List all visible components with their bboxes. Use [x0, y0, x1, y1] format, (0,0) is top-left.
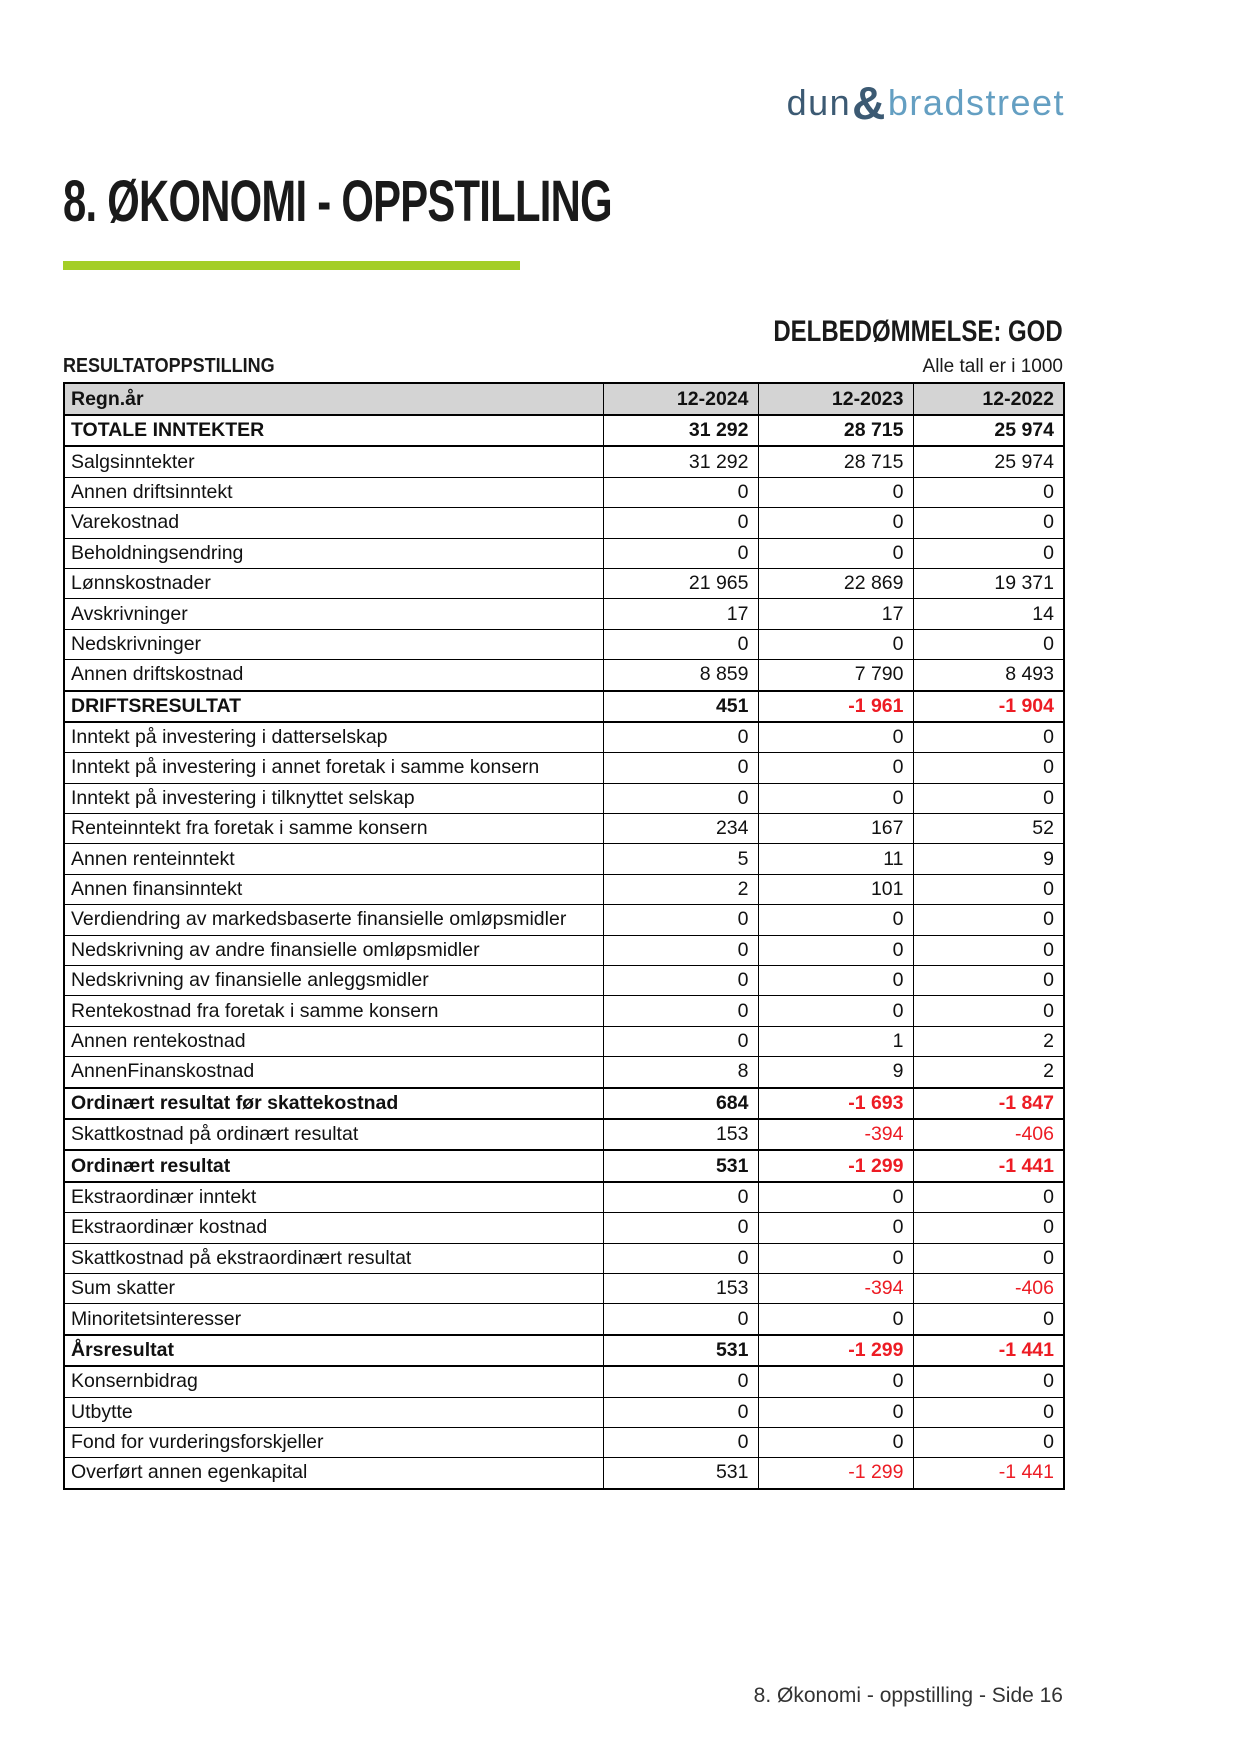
- value-cell: 0: [913, 1397, 1064, 1427]
- value-cell: 0: [913, 1243, 1064, 1273]
- table-row: [64, 1458, 1064, 1489]
- value-cell: 0: [758, 1182, 913, 1213]
- table-row: [64, 783, 1064, 813]
- value-cell: 0: [913, 1427, 1064, 1457]
- value-cell: 25 974: [913, 415, 1064, 446]
- table-row: [64, 660, 1064, 691]
- value-cell: 101: [758, 874, 913, 904]
- value-cell: 0: [603, 1182, 758, 1213]
- value-cell: 0: [913, 753, 1064, 783]
- value-cell: 0: [758, 1213, 913, 1243]
- table-row: [64, 814, 1064, 844]
- value-cell: -1 847: [913, 1088, 1064, 1119]
- page-footer: 8. Økonomi - oppstilling - Side 16: [753, 1684, 1063, 1707]
- value-cell: 0: [913, 966, 1064, 996]
- table-row: [64, 966, 1064, 996]
- value-cell: 0: [913, 1213, 1064, 1243]
- row-label: Sum skatter: [64, 1273, 603, 1303]
- value-cell: 0: [913, 1366, 1064, 1397]
- value-cell: 9: [913, 844, 1064, 874]
- value-cell: 234: [603, 814, 758, 844]
- value-cell: 0: [913, 1182, 1064, 1213]
- value-cell: 2: [913, 1026, 1064, 1056]
- table-row: [64, 508, 1064, 538]
- units-note: Alle tall er i 1000: [922, 356, 1063, 377]
- table-row: [64, 1088, 1064, 1119]
- value-cell: -1 441: [913, 1335, 1064, 1366]
- table-row: [64, 568, 1064, 598]
- table-row: [64, 1213, 1064, 1243]
- value-cell: 52: [913, 814, 1064, 844]
- table-row: [64, 1366, 1064, 1397]
- value-cell: 531: [603, 1335, 758, 1366]
- value-cell: -1 299: [758, 1150, 913, 1181]
- row-label: Renteinntekt fra foretak i samme konsern: [64, 814, 603, 844]
- row-label: Nedskrivning av andre finansielle omløpsmidler: [64, 935, 603, 965]
- value-cell: 0: [603, 538, 758, 568]
- column-header-12-2023: 12-2023: [758, 383, 913, 415]
- row-label: Annen renteinntekt: [64, 844, 603, 874]
- value-cell: 0: [913, 629, 1064, 659]
- value-cell: 0: [758, 996, 913, 1026]
- table-row: [64, 1427, 1064, 1457]
- value-cell: 0: [603, 1213, 758, 1243]
- row-label: Annen driftsinntekt: [64, 477, 603, 507]
- row-label: Ordinært resultat: [64, 1150, 603, 1181]
- table-row: [64, 844, 1064, 874]
- value-cell: 0: [603, 935, 758, 965]
- value-cell: 0: [913, 783, 1064, 813]
- value-cell: 531: [603, 1150, 758, 1181]
- logo-word-dun: dun: [786, 82, 852, 123]
- value-cell: 0: [603, 477, 758, 507]
- row-label: Annen driftskostnad: [64, 660, 603, 691]
- value-cell: 19 371: [913, 568, 1064, 598]
- value-cell: 14: [913, 599, 1064, 629]
- table-row: [64, 753, 1064, 783]
- value-cell: 0: [758, 1304, 913, 1335]
- table-row: [64, 722, 1064, 753]
- value-cell: 0: [758, 905, 913, 935]
- page-title: 8. ØKONOMI - OPPSTILLING: [63, 169, 612, 234]
- row-label: Inntekt på investering i datterselskap: [64, 722, 603, 753]
- row-label: Nedskrivning av finansielle anleggsmidler: [64, 966, 603, 996]
- value-cell: -1 299: [758, 1335, 913, 1366]
- ampersand-icon: &: [852, 77, 887, 129]
- title-underline-bar: [63, 261, 520, 270]
- value-cell: 1: [758, 1026, 913, 1056]
- value-cell: 25 974: [913, 446, 1064, 477]
- row-label: Inntekt på investering i annet foretak i samme konsern: [64, 753, 603, 783]
- row-label: Lønnskostnader: [64, 568, 603, 598]
- value-cell: 0: [603, 629, 758, 659]
- table-row: [64, 691, 1064, 722]
- value-cell: -1 693: [758, 1088, 913, 1119]
- row-label: Nedskrivninger: [64, 629, 603, 659]
- table-row: [64, 629, 1064, 659]
- value-cell: 167: [758, 814, 913, 844]
- value-cell: -394: [758, 1273, 913, 1303]
- value-cell: -1 961: [758, 691, 913, 722]
- value-cell: 8 859: [603, 660, 758, 691]
- value-cell: 684: [603, 1088, 758, 1119]
- value-cell: 0: [603, 905, 758, 935]
- value-cell: -406: [913, 1273, 1064, 1303]
- row-label: Beholdningsendring: [64, 538, 603, 568]
- value-cell: 0: [758, 477, 913, 507]
- value-cell: 0: [758, 1397, 913, 1427]
- table-row: [64, 1273, 1064, 1303]
- dun-bradstreet-logo: [787, 76, 1065, 130]
- value-cell: 153: [603, 1273, 758, 1303]
- row-label: Verdiendring av markedsbaserte finansielle omløpsmidler: [64, 905, 603, 935]
- table-row: [64, 446, 1064, 477]
- value-cell: -394: [758, 1119, 913, 1150]
- row-label: Rentekostnad fra foretak i samme konsern: [64, 996, 603, 1026]
- value-cell: 0: [603, 966, 758, 996]
- value-cell: 0: [603, 783, 758, 813]
- logo-word-bradstreet: bradstreet: [887, 82, 1065, 123]
- assessment-label: DELBEDØMMELSE: GOD: [773, 315, 1063, 348]
- value-cell: 17: [603, 599, 758, 629]
- row-label: Minoritetsinteresser: [64, 1304, 603, 1335]
- row-label: Skattkostnad på ekstraordinært resultat: [64, 1243, 603, 1273]
- row-label: Salgsinntekter: [64, 446, 603, 477]
- table-row: [64, 1182, 1064, 1213]
- table-row: [64, 1335, 1064, 1366]
- table-row: [64, 1304, 1064, 1335]
- value-cell: 531: [603, 1458, 758, 1489]
- table-header-row: [64, 383, 1064, 415]
- value-cell: 5: [603, 844, 758, 874]
- column-header-12-2024: 12-2024: [603, 383, 758, 415]
- value-cell: 0: [913, 905, 1064, 935]
- table-row: [64, 1057, 1064, 1088]
- row-label: Skattkostnad på ordinært resultat: [64, 1119, 603, 1150]
- value-cell: 2: [913, 1057, 1064, 1088]
- value-cell: 9: [758, 1057, 913, 1088]
- table-row: [64, 1119, 1064, 1150]
- value-cell: 0: [603, 722, 758, 753]
- value-cell: 31 292: [603, 446, 758, 477]
- table-row: [64, 1397, 1064, 1427]
- value-cell: 28 715: [758, 446, 913, 477]
- value-cell: 0: [603, 996, 758, 1026]
- value-cell: 451: [603, 691, 758, 722]
- row-label: Utbytte: [64, 1397, 603, 1427]
- value-cell: 0: [758, 1427, 913, 1457]
- value-cell: 0: [913, 508, 1064, 538]
- table-row: [64, 1243, 1064, 1273]
- value-cell: 0: [758, 753, 913, 783]
- value-cell: 0: [913, 996, 1064, 1026]
- value-cell: 2: [603, 874, 758, 904]
- value-cell: 0: [758, 508, 913, 538]
- value-cell: 0: [913, 538, 1064, 568]
- value-cell: -1 441: [913, 1458, 1064, 1489]
- value-cell: 0: [758, 783, 913, 813]
- value-cell: -406: [913, 1119, 1064, 1150]
- value-cell: 8 493: [913, 660, 1064, 691]
- value-cell: 17: [758, 599, 913, 629]
- value-cell: 22 869: [758, 568, 913, 598]
- value-cell: 0: [603, 1366, 758, 1397]
- value-cell: 0: [913, 935, 1064, 965]
- value-cell: -1 441: [913, 1150, 1064, 1181]
- row-label: AnnenFinanskostnad: [64, 1057, 603, 1088]
- value-cell: 0: [603, 1243, 758, 1273]
- row-label: Varekostnad: [64, 508, 603, 538]
- row-label: DRIFTSRESULTAT: [64, 691, 603, 722]
- value-cell: 0: [603, 1026, 758, 1056]
- value-cell: 0: [603, 753, 758, 783]
- row-label: Annen finansinntekt: [64, 874, 603, 904]
- table-row: [64, 874, 1064, 904]
- value-cell: 21 965: [603, 568, 758, 598]
- value-cell: -1 904: [913, 691, 1064, 722]
- row-label: Ordinært resultat før skattekostnad: [64, 1088, 603, 1119]
- value-cell: 0: [758, 722, 913, 753]
- value-cell: 0: [758, 629, 913, 659]
- value-cell: 0: [913, 1304, 1064, 1335]
- table-row: [64, 477, 1064, 507]
- table-row: [64, 905, 1064, 935]
- table-row: [64, 415, 1064, 446]
- value-cell: 0: [913, 874, 1064, 904]
- row-label: Inntekt på investering i tilknyttet selskap: [64, 783, 603, 813]
- value-cell: 0: [603, 1304, 758, 1335]
- value-cell: 0: [758, 538, 913, 568]
- value-cell: 0: [913, 477, 1064, 507]
- row-label: Ekstraordinær inntekt: [64, 1182, 603, 1213]
- row-label: Annen rentekostnad: [64, 1026, 603, 1056]
- row-label: Fond for vurderingsforskjeller: [64, 1427, 603, 1457]
- row-label: Ekstraordinær kostnad: [64, 1213, 603, 1243]
- value-cell: 11: [758, 844, 913, 874]
- column-header-12-2022: 12-2022: [913, 383, 1064, 415]
- value-cell: 8: [603, 1057, 758, 1088]
- value-cell: 0: [758, 966, 913, 996]
- income-statement-table: [63, 382, 1065, 1490]
- value-cell: 0: [758, 1243, 913, 1273]
- value-cell: 28 715: [758, 415, 913, 446]
- value-cell: 31 292: [603, 415, 758, 446]
- section-heading: RESULTATOPPSTILLING: [63, 355, 275, 377]
- row-label: Avskrivninger: [64, 599, 603, 629]
- value-cell: 0: [758, 1366, 913, 1397]
- table-row: [64, 538, 1064, 568]
- table-row: [64, 996, 1064, 1026]
- row-label: Konsernbidrag: [64, 1366, 603, 1397]
- value-cell: -1 299: [758, 1458, 913, 1489]
- table-row: [64, 1150, 1064, 1181]
- row-label: Årsresultat: [64, 1335, 603, 1366]
- table-row: [64, 599, 1064, 629]
- row-label: TOTALE INNTEKTER: [64, 415, 603, 446]
- table-row: [64, 1026, 1064, 1056]
- row-label: Overført annen egenkapital: [64, 1458, 603, 1489]
- value-cell: 0: [758, 935, 913, 965]
- value-cell: 0: [603, 1427, 758, 1457]
- value-cell: 7 790: [758, 660, 913, 691]
- value-cell: 0: [603, 1397, 758, 1427]
- table-row: [64, 935, 1064, 965]
- value-cell: 0: [603, 508, 758, 538]
- value-cell: 153: [603, 1119, 758, 1150]
- value-cell: 0: [913, 722, 1064, 753]
- column-header-regnaar: Regn.år: [64, 383, 603, 415]
